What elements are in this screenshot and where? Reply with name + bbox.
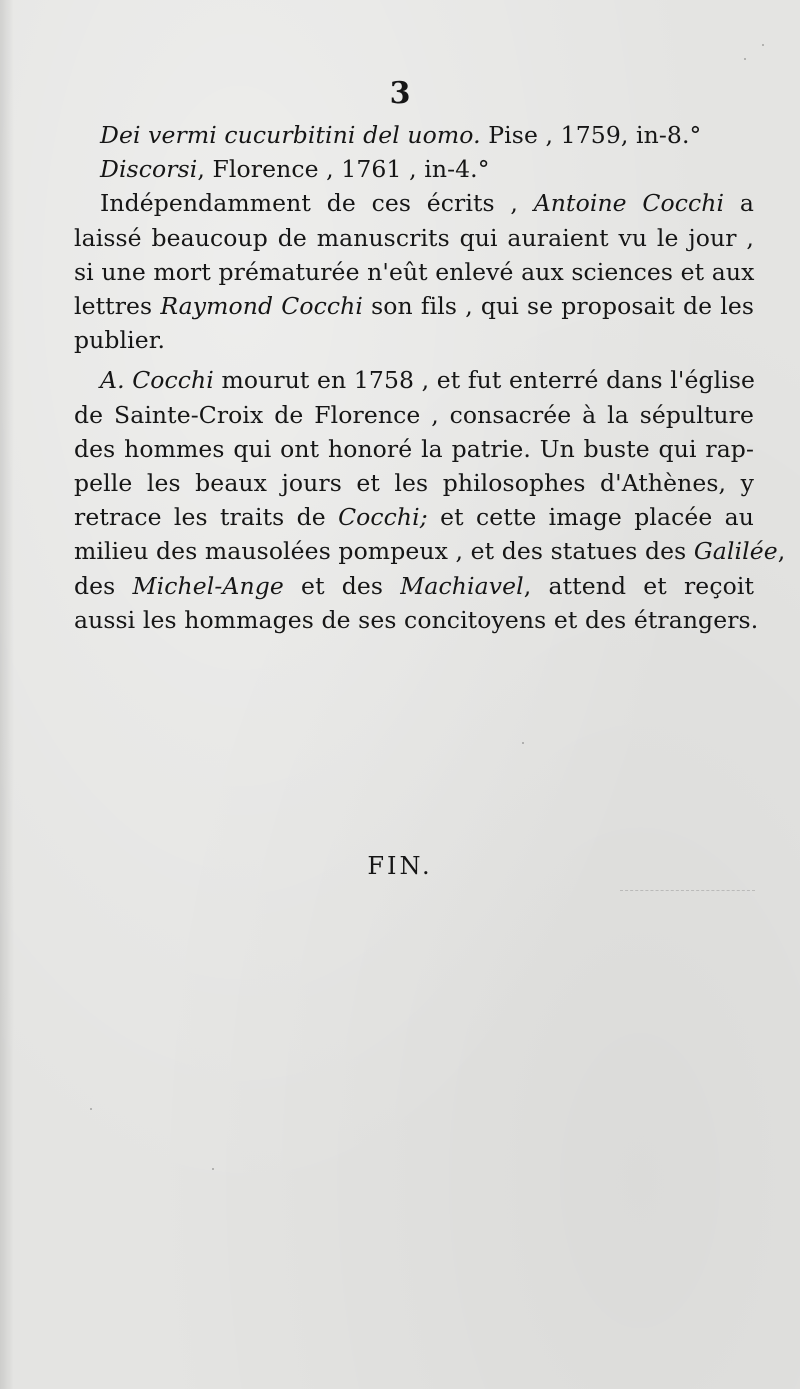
text-line: Indépendamment de ces écrits , Antoine Cocchi a — [100, 189, 754, 218]
work-title: Dei vermi cucurbitini del uomo. — [100, 121, 481, 149]
text-line: lettres Raymond Cocchi son fils , qui se proposait de les — [74, 292, 755, 321]
text-line: A. Cocchi mourut en 1758 , et fut enterré dans l'église — [100, 366, 756, 395]
paragraph-burial — [74, 363, 786, 637]
text-line: des Michel-Ange et des Machiavel, attend et reçoit — [74, 571, 754, 600]
publication-info: , Florence , 1761 , in-4.° — [197, 155, 490, 184]
page-number: 3 — [389, 76, 411, 111]
text-line: retrace les traits de Cocchi; et cette image placée au — [74, 503, 754, 532]
person-name: Machiavel — [400, 571, 524, 600]
publication-info: Pise , 1759, in-8.° — [480, 121, 702, 149]
text-line: laissé beaucoup de manuscrits qui auraient vu le jour , — [74, 223, 754, 252]
show-through-mark — [620, 880, 755, 891]
text-line: des hommes qui ont honoré la patrie. Un buste qui rap- — [74, 434, 754, 463]
paper-speck — [522, 742, 524, 744]
person-name: A. Cocchi — [100, 366, 214, 395]
person-name: Antoine Cocchi — [533, 189, 725, 218]
bibliography-entry-2 — [74, 152, 754, 186]
work-title: Discorsi — [100, 155, 198, 184]
text-line: aussi les hommages de ses concitoyens et des étrangers. — [74, 605, 759, 634]
text-line: pelle les beaux jours et les philosophes d'Athènes, y — [74, 469, 754, 498]
page-text — [74, 118, 786, 637]
paper-speck — [90, 1108, 92, 1110]
end-mark: FIN. — [367, 852, 433, 880]
bibliography-entry-1 — [74, 118, 754, 152]
paper-speck — [744, 58, 746, 60]
text-line: si une mort prématurée n'eût enlevé aux sciences et aux — [74, 257, 755, 286]
person-name: Raymond Cocchi — [160, 292, 363, 321]
paragraph-manuscripts — [74, 186, 754, 357]
paper-speck — [762, 44, 764, 46]
person-name: Cocchi; — [338, 503, 428, 532]
paper-speck — [212, 1168, 214, 1170]
text-line: de Sainte-Croix de Florence , consacrée à la sépulture — [74, 400, 754, 429]
person-name: Galilée — [693, 537, 778, 566]
text-line: publier. — [74, 326, 166, 355]
text-line: milieu des mausolées pompeux , et des statues des Galilée, — [74, 537, 786, 566]
person-name: Michel-Ange — [132, 571, 284, 600]
